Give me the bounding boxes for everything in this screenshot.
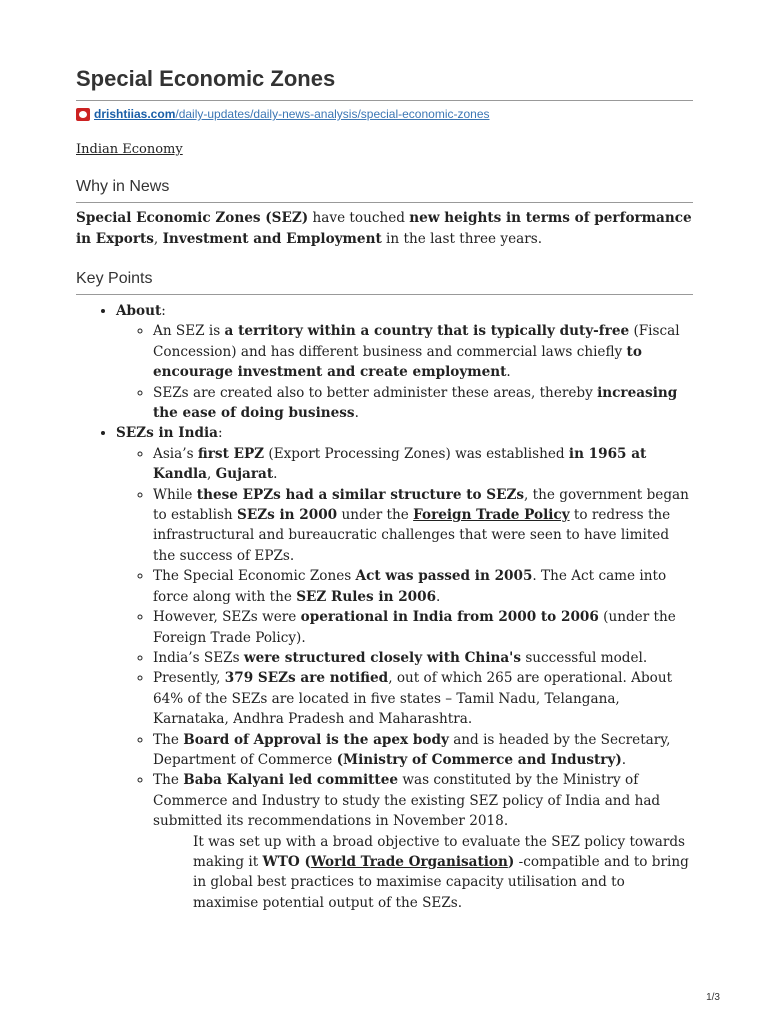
text-run: successful model.: [521, 649, 648, 666]
list-item: [153, 444, 693, 485]
list-item: [153, 566, 693, 607]
key-points-rule: [76, 294, 693, 295]
text-run: under the: [337, 507, 414, 524]
text-run: However, SEZs were: [153, 609, 301, 626]
section-item: [116, 301, 693, 423]
text-run: , the government began to establish: [153, 486, 689, 524]
text-run: SEZs are created also to better administer these areas, thereby: [153, 384, 598, 401]
source-link[interactable]: [76, 107, 490, 121]
list-item: [153, 648, 693, 668]
inline-link[interactable]: Foreign Trade Policy: [413, 507, 570, 524]
title-rule: [76, 100, 693, 101]
bold-text: were structured closely with China's: [243, 649, 521, 666]
text-run: While: [153, 486, 197, 503]
bold-text: Baba Kalyani led committee: [183, 772, 399, 789]
text-run: was constituted by the Ministry of Commerce and Industry to study the existing SEZ policy of India and had submitted its recommendations in November 2018.: [153, 772, 661, 830]
text-run: An SEZ is: [153, 323, 225, 340]
text-run: .: [436, 588, 441, 605]
bold-text: Gujarat: [215, 466, 274, 483]
bold-text: in 1965 at Kandla: [153, 445, 647, 483]
sub-list: [116, 321, 693, 423]
list-item: [153, 383, 693, 424]
text-run: The: [153, 731, 184, 748]
bold-text: operational in India from 2000 to 2006: [300, 609, 599, 626]
bold-text: Investment and Employment: [162, 231, 382, 247]
source-path[interactable]: /daily-updates/daily-news-analysis/special-economic-zones: [175, 107, 490, 121]
text-run: The: [153, 772, 184, 789]
section-label: About: [116, 303, 162, 319]
text-run: .: [273, 466, 278, 483]
bold-text: increasing the ease of doing business: [153, 384, 678, 422]
bold-text: first EPZ: [197, 445, 265, 462]
section-label: SEZs in India: [116, 425, 218, 442]
text-run: and is headed by the Secretary, Department of Commerce: [153, 731, 671, 768]
bold-text: ): [507, 853, 515, 870]
text-run: .: [506, 364, 511, 381]
text-run: ,: [206, 466, 216, 483]
text-run: -compatible and to bring in global best practices to maximise capacity utilisation and to maximise potential output of the SEZs.: [193, 853, 689, 911]
text-run: have touched: [308, 210, 410, 226]
text-run: to redress the infrastructural and bureaucratic challenges that were seen to have limited the success of EPZs.: [153, 507, 671, 564]
text-run: Presently,: [153, 670, 225, 687]
list-item: [153, 668, 693, 729]
text-run: .: [354, 405, 359, 422]
category-link[interactable]: Indian Economy: [76, 142, 183, 157]
bold-text: to encourage investment and create employment: [153, 343, 642, 381]
bold-text: these EPZs had a similar structure to SEZs: [196, 486, 525, 503]
section-label-suffix: :: [218, 425, 223, 442]
text-run: India’s SEZs: [153, 649, 244, 666]
bold-text: SEZs in 2000: [237, 507, 338, 524]
page-number: 1/3: [706, 992, 720, 1003]
text-run: , out of which 265 are operational. About 64% of the SEZs are located in five states – Tamil Nadu, Telangana, Karnataka, Andhra Pradesh and Maharashtra.: [153, 670, 673, 728]
text-run: Asia’s: [153, 445, 198, 462]
source-domain[interactable]: drishtiias.com: [94, 107, 176, 121]
inline-link[interactable]: World Trade Organisation: [310, 853, 508, 870]
text-run: .: [621, 751, 627, 768]
key-points-bullets: [76, 301, 693, 913]
why-in-news-paragraph: [76, 208, 693, 250]
bold-text: new heights in terms of performance in Exports: [76, 210, 692, 247]
bold-text: WTO (: [262, 853, 311, 870]
text-run: The Special Economic Zones: [153, 568, 356, 585]
list-item: [153, 770, 693, 831]
text-run: in the last three years.: [381, 231, 543, 247]
why-in-news-rule: [76, 202, 693, 203]
list-item: [153, 607, 693, 648]
bold-text: (Ministry of Commerce and Industry): [336, 751, 622, 768]
bold-text: Board of Approval is the apex body: [183, 731, 449, 748]
bold-text: a territory within a country that is typically duty-free: [224, 323, 630, 340]
key-points-list: [76, 301, 693, 913]
key-points-heading: Key Points: [76, 270, 153, 287]
bold-text: SEZ Rules in 2006: [296, 588, 437, 605]
text-run: (under the Foreign Trade Policy).: [153, 609, 676, 646]
text-run: It was set up with a broad objective to evaluate the SEZ policy towards making it: [193, 833, 686, 870]
sub-list: [116, 444, 693, 832]
text-run: (Fiscal Concession) and has different business and commercial laws chiefly: [153, 323, 680, 360]
bold-text: 379 SEZs are notified: [224, 670, 389, 687]
bold-text: Special Economic Zones (SEZ): [76, 210, 309, 226]
text-run: . The Act came into force along with the: [153, 568, 667, 605]
why-in-news-heading: Why in News: [76, 178, 170, 195]
site-logo-icon: [76, 108, 90, 121]
bold-text: Act was passed in 2005: [355, 568, 533, 585]
text-run: ,: [153, 231, 163, 247]
indented-note: [116, 832, 693, 914]
list-item: [153, 321, 693, 382]
section-label-suffix: :: [161, 303, 166, 319]
page-title: Special Economic Zones: [76, 66, 336, 91]
section-item: [116, 423, 693, 913]
list-item: [153, 485, 693, 567]
text-run: (Export Processing Zones) was established: [264, 445, 569, 462]
list-item: [153, 730, 693, 771]
